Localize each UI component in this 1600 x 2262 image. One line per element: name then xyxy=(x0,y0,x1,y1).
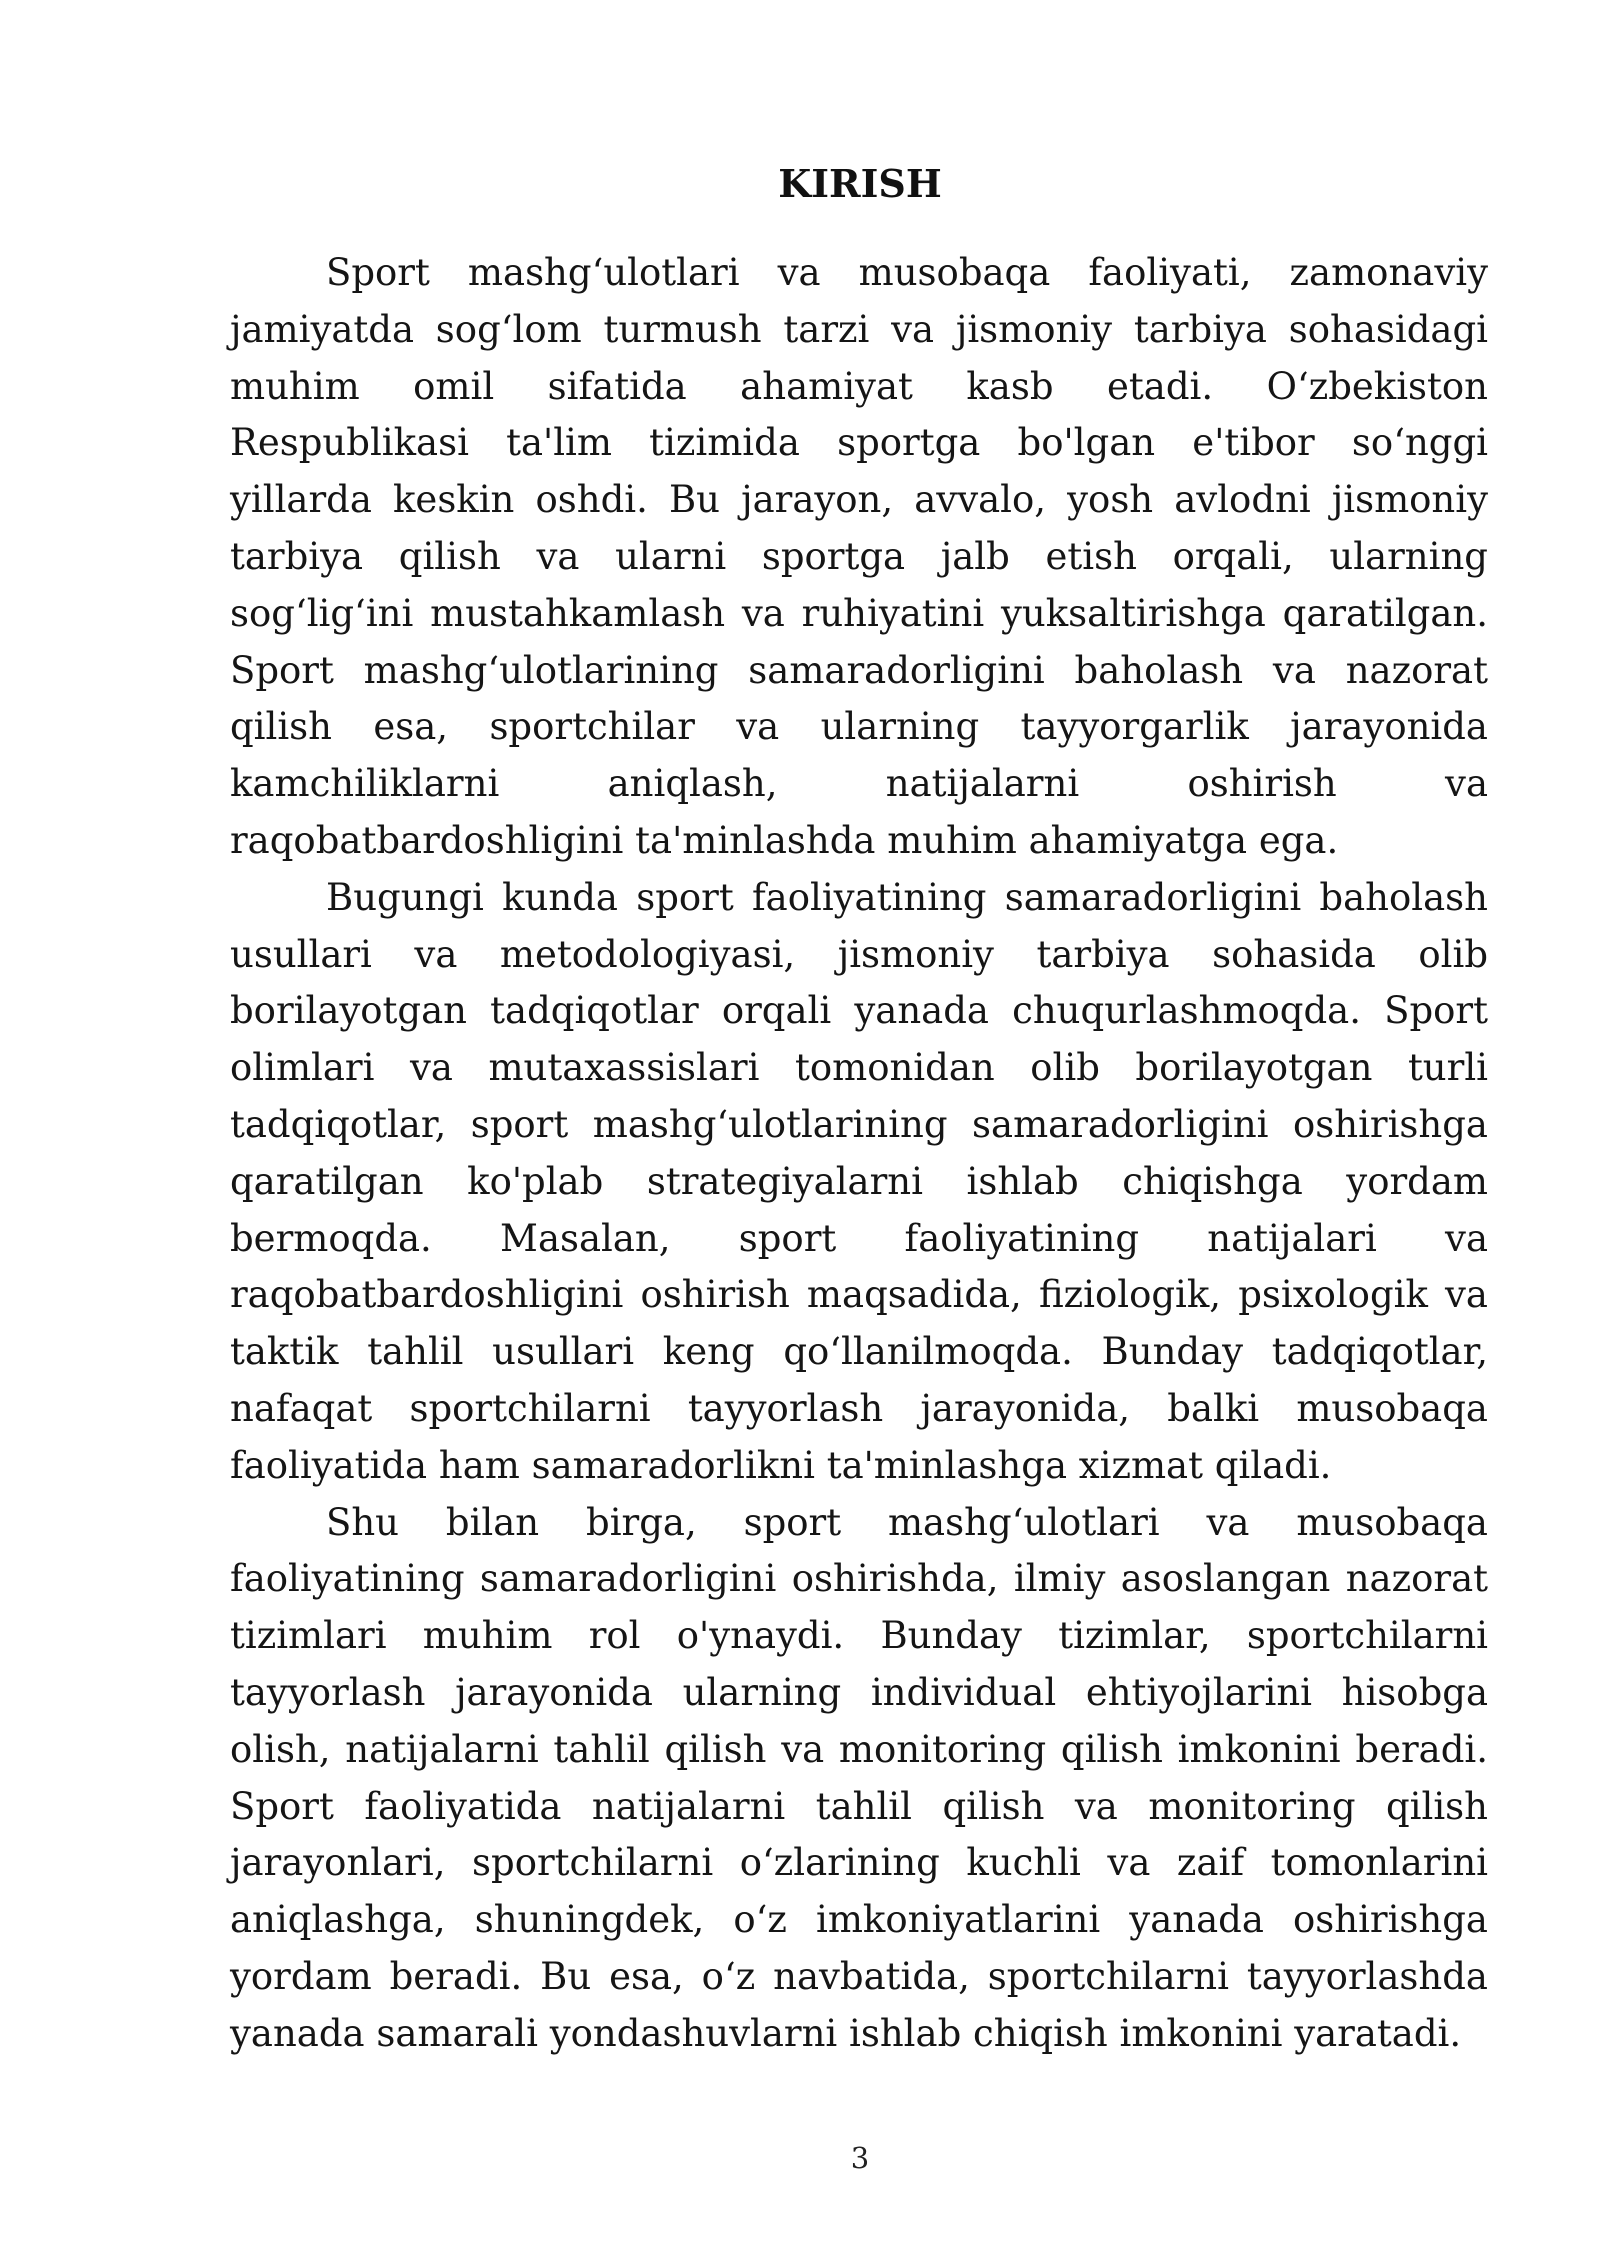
document-body xyxy=(230,245,1488,2063)
page-number: 3 xyxy=(850,2141,870,2175)
paragraph-1: Sport mashgʻulotlari va musobaqa faoliyati, zamonaviy jamiyatda sogʻlom turmush tarzi va jismoniy tarbiya sohasidagi muhim omil sifatida ahamiyat kasb etadi. Oʻzbekiston Respublikasi ta'lim tizimida sportga bo'lgan e'tibor soʻnggi yillarda keskin oshdi. Bu jarayon, avvalo, yosh avlodni jismoniy tarbiya qilish va ularni sportga jalb etish orqali, ularning sogʻligʻini mustahkamlash va ruhiyatini yuksaltirishga qaratilgan. Sport mashgʻulotlarining samaradorligini baholash va nazorat qilish esa, sportchilar va ularning tayyorgarlik jarayonida kamchiliklarni aniqlash, natijalarni oshirish va raqobatbardoshligini ta'minlashda muhim ahamiyatga ega. xyxy=(230,251,1488,862)
paragraph-3: Shu bilan birga, sport mashgʻulotlari va musobaqa faoliyatining samaradorligini oshirishda, ilmiy asoslangan nazorat tizimlari muhim rol o'ynaydi. Bunday tizimlar, sportchilarni tayyorlash jarayonida ularning individual ehtiyojlarini hisobga olish, natijalarni tahlil qilish va monitoring qilish imkonini beradi. Sport faoliyatida natijalarni tahlil qilish va monitoring qilish jarayonlari, sportchilarni oʻzlarining kuchli va zaif tomonlarini aniqlashga, shuningdek, oʻz imkoniyatlarini yanada oshirishga yordam beradi. Bu esa, oʻz navbatida, sportchilarni tayyorlashda yanada samarali yondashuvlarni ishlab chiqish imkonini yaratadi. xyxy=(230,1500,1488,2055)
page-title: KIRISH xyxy=(778,161,942,206)
paragraph-2: Bugungi kunda sport faoliyatining samaradorligini baholash usullari va metodologiyasi, jismoniy tarbiya sohasida olib borilayotgan tadqiqotlar orqali yanada chuqurlashmoqda. Sport olimlari va mutaxassislari tomonidan olib borilayotgan turli tadqiqotlar, sport mashgʻulotlarining samaradorligini oshirishga qaratilgan ko'plab strategiyalarni ishlab chiqishga yordam bermoqda. Masalan, sport faoliyatining natijalari va raqobatbardoshligini oshirish maqsadida, fiziologik, psixologik va taktik tahlil usullari keng qoʻllanilmoqda. Bunday tadqiqotlar, nafaqat sportchilarni tayyorlash jarayonida, balki musobaqa faoliyatida ham samaradorlikni ta'minlashga xizmat qiladi. xyxy=(230,875,1488,1487)
